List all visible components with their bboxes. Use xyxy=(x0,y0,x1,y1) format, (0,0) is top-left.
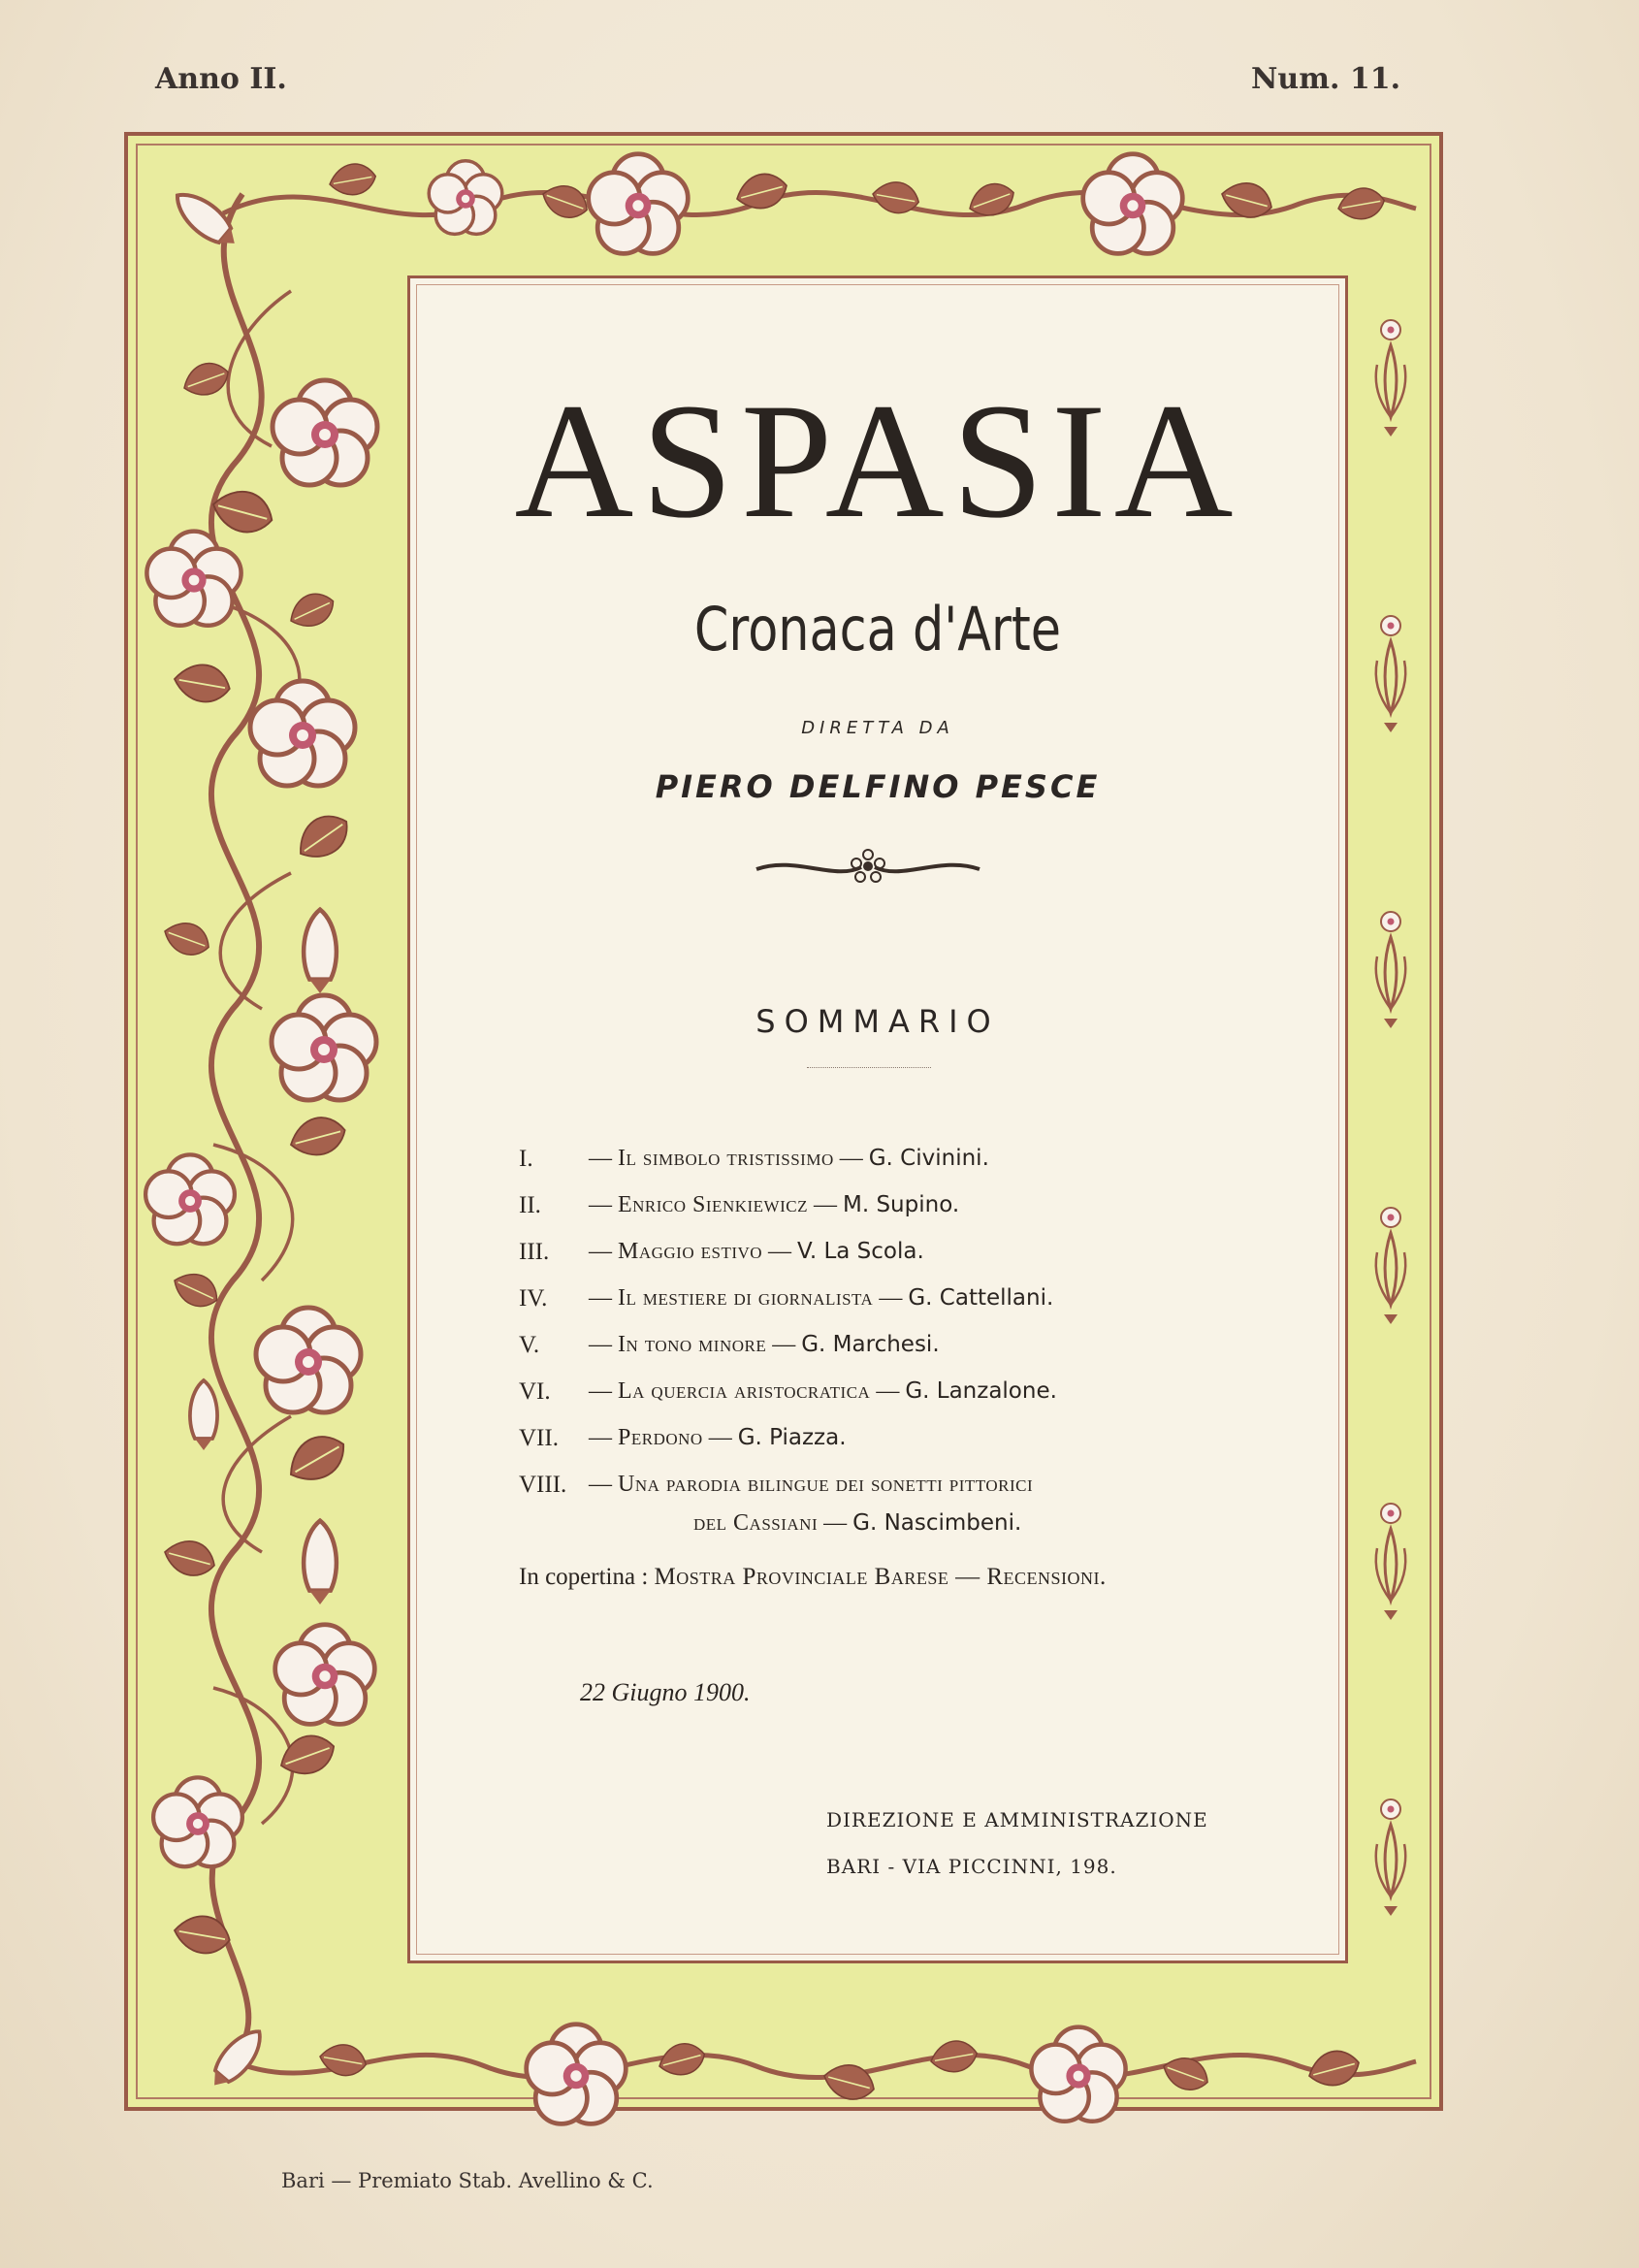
toc-number: III. xyxy=(519,1239,550,1265)
toc-dash: — xyxy=(823,1510,848,1536)
toc-number: I. xyxy=(519,1146,533,1172)
toc-title: Il simbolo tristissimo xyxy=(618,1146,834,1171)
toc-author: G. Marchesi. xyxy=(801,1332,940,1357)
toc-entry xyxy=(589,1378,1057,1405)
toc-entry-continued xyxy=(693,1510,1021,1537)
toc-number: VI. xyxy=(519,1378,551,1405)
toc-author: G. Lanzalone. xyxy=(905,1378,1057,1404)
issue-number: Num. 11. xyxy=(1251,62,1401,96)
toc-number: II. xyxy=(519,1192,541,1218)
magazine-title: ASPASIA xyxy=(514,370,1241,552)
toc-number: VIII. xyxy=(519,1472,567,1498)
toc-item xyxy=(519,1373,1314,1419)
toc-dash: — xyxy=(589,1425,612,1450)
directed-by-label: DIRETTA DA xyxy=(801,718,954,738)
toc-author: G. Piazza. xyxy=(737,1425,847,1450)
toc-dash: — xyxy=(768,1239,792,1264)
administration-address: BARI - VIA PICCINNI, 198. xyxy=(826,1855,1117,1878)
toc-author: G. Civinini. xyxy=(868,1146,989,1171)
toc-title: Una parodia bilingue dei sonetti pittorici xyxy=(618,1472,1034,1497)
cover-items: Mostra Provinciale Barese — Recensioni. xyxy=(654,1564,1107,1590)
toc-number: VII. xyxy=(519,1425,559,1451)
toc-title-continued: del Cassiani xyxy=(693,1510,819,1536)
toc-entry xyxy=(589,1239,924,1265)
toc-entry xyxy=(589,1285,1053,1312)
toc-title: In tono minore xyxy=(618,1332,767,1357)
toc-dash: — xyxy=(708,1425,732,1450)
table-of-contents xyxy=(519,1140,1314,1539)
magazine-subtitle: Cronaca d'Arte xyxy=(693,594,1062,664)
toc-item xyxy=(519,1186,1314,1233)
summary-rule xyxy=(807,1067,931,1068)
printer-footer: Bari — Premiato Stab. Avellino & C. xyxy=(281,2169,654,2192)
toc-dash: — xyxy=(589,1285,612,1311)
cover-contents xyxy=(519,1564,1107,1591)
toc-entry xyxy=(589,1192,959,1218)
toc-item xyxy=(519,1280,1314,1326)
toc-number: V. xyxy=(519,1332,540,1358)
toc-dash: — xyxy=(589,1239,612,1264)
cover-label: In copertina : xyxy=(519,1564,649,1590)
divider-ornament-icon xyxy=(747,842,989,891)
toc-title: La quercia aristocratica xyxy=(618,1378,871,1404)
toc-dash: — xyxy=(839,1146,863,1171)
toc-entry xyxy=(589,1332,940,1358)
toc-dash: — xyxy=(589,1472,612,1497)
toc-dash: — xyxy=(879,1285,903,1311)
toc-item xyxy=(519,1466,1314,1539)
toc-title: Maggio estivo xyxy=(618,1239,763,1264)
toc-dash: — xyxy=(589,1146,612,1171)
toc-dash: — xyxy=(813,1192,837,1217)
summary-heading: SOMMARIO xyxy=(755,1003,1000,1040)
toc-author: M. Supino. xyxy=(842,1192,960,1217)
administration-label: DIREZIONE E AMMINISTRAZIONE xyxy=(826,1808,1208,1831)
toc-title: Il mestiere di giornalista xyxy=(618,1285,874,1311)
issue-year: Anno II. xyxy=(155,62,287,96)
toc-dash: — xyxy=(589,1192,612,1217)
toc-dash: — xyxy=(876,1378,900,1404)
toc-item xyxy=(519,1140,1314,1186)
toc-author: G. Nascimbeni. xyxy=(852,1510,1022,1536)
toc-entry xyxy=(589,1472,1033,1498)
toc-entry xyxy=(589,1425,847,1451)
toc-title: Perdono xyxy=(618,1425,703,1450)
toc-author: G. Cattellani. xyxy=(908,1285,1054,1311)
toc-number: IV. xyxy=(519,1285,548,1312)
toc-dash: — xyxy=(589,1378,612,1404)
toc-item xyxy=(519,1233,1314,1280)
director-name: PIERO DELFINO PESCE xyxy=(655,768,1101,805)
toc-item xyxy=(519,1419,1314,1466)
toc-dash: — xyxy=(589,1332,612,1357)
toc-author: V. La Scola. xyxy=(797,1239,924,1264)
issue-date: 22 Giugno 1900. xyxy=(580,1678,751,1706)
toc-title: Enrico Sienkiewicz xyxy=(618,1192,808,1217)
toc-item xyxy=(519,1326,1314,1373)
toc-dash: — xyxy=(772,1332,796,1357)
toc-entry xyxy=(589,1146,989,1172)
